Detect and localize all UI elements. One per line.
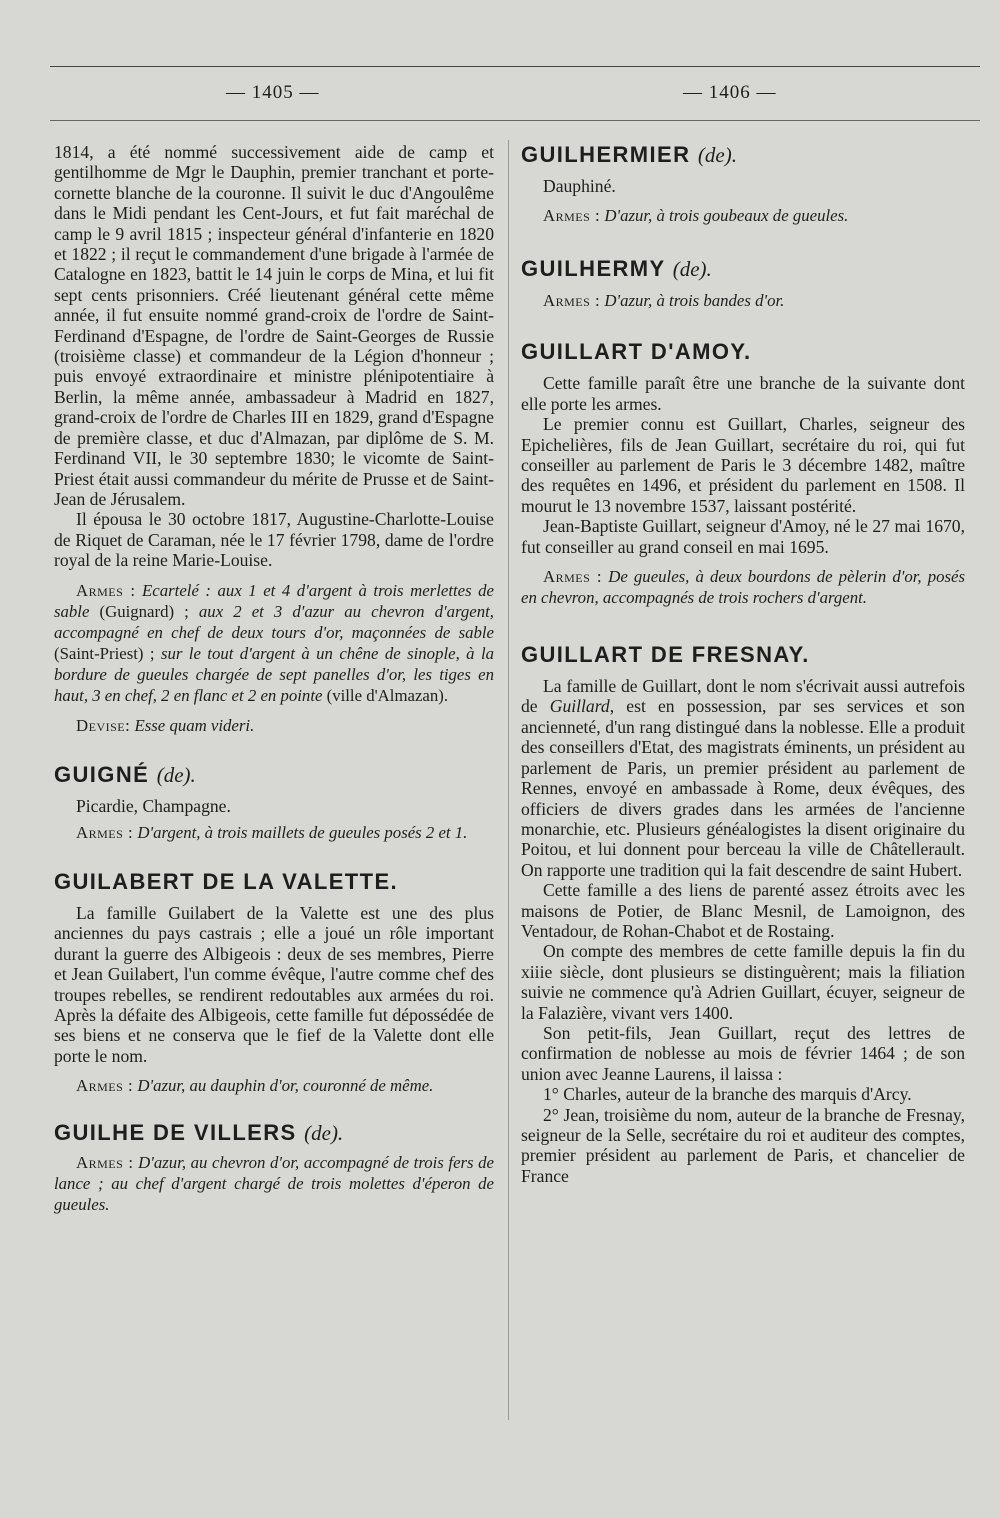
paragraph-amoy-3: Jean-Baptiste Guillart, seigneur d'Amoy, né le 27 mai 1670, fut conseiller au grand conseil en mai 1695. [521,516,965,557]
region-guilhermier: Dauphiné. [543,176,616,196]
paragraph-text: , est en possession, par ses services et son ancienneté, d'un rang distingué dans la noblesse. Elle a produit des conseillers d'Etat, des magistrats éminents, un président au parlement de Paris, un premier président au parlement de Rennes, envoyé en ambassade à Rome, deux évêques, des officiers de divers grades dans les armées de l'ancienne monarchie, etc. Plusieurs généalogistes la disent originaire du Poitou, et lui donnent pour berceau la ville de Châtellerault. On rapporte une tradition qui la fait descendre de saint Hubert. [521,696,965,880]
arms-text: De gueules, à deux bourdons de pèlerin d'or, posés en chevron, accompagnés de trois rochers d'argent. [521,567,965,608]
arms-text: sur le tout d'argent à un chêne de sinople, à la bordure de gueules chargée de sept panelles d'or, les tiges en haut, 3 en chef, 2 en flanc et 2 en pointe [54,643,495,705]
arms-text: D'azur, au dauphin d'or, couronné de même. [137,1076,434,1096]
heading-title: GUILHERMIER [521,142,691,167]
paragraph-fresnay-1 [521,676,965,880]
arms-guigne [54,822,494,843]
arms-text: (Guignard) ; [89,601,199,621]
arms-guilhe [54,1152,494,1215]
heading-title: GUIGNÉ [54,761,150,787]
arms-label: Armes : [76,1076,134,1096]
heading-title: GUILHERMY [521,256,666,282]
paragraph-fresnay-2: Cette famille a des liens de parenté assez étroits avec les maisons de Potier, de Blanc Mesnil, de Lamoignon, des Ventadour, de Rohan-Chabot et de Rostaing. [521,880,965,941]
arms-text: (ville d'Almazan). [322,685,449,705]
heading-guilabert: GUILABERT DE LA VALETTE. [54,868,399,894]
continuation-paragraph: 1814, a été nommé successivement aide de camp et gentilhomme de Mgr le Dauphin, premier tranchant et porte-cornette blanche de la couronne. Il suivit le duc d'Angoulême dans le Midi pendant les Cent-Jours, et fut fait maréchal de camp le 9 avril 1815 ; inspecteur général d'infanterie en 1820 et 1822 ; il reçut le commandement d'une brigade à l'armée de Catalogne en 1823, battit le 14 juin le corps de Mina, et lui fit sept cents prisonniers. Créé lieutenant général cette même année, il fut ensuite nommé grand-croix de l'ordre de Saint-Ferdinand d'Espagne, de l'ordre de Saint-Georges de Russie (troisième classe) et commandeur de la Légion d'honneur ; puis envoyé extraordinaire et ministre plénipotentiaire à Berlin, la même année, ambassadeur à Madrid en 1827, grand-croix de l'ordre de Charles III en 1829, grand d'Espagne de première classe, et duc d'Almazan, par diplôme de S. M. Ferdinand VII, le 30 septembre 1830; le vicomte de Saint-Priest était aussi commandeur du mérite de Prusse et de Saint-Jean de Jérusalem. [54,142,494,509]
heading-guigne [54,762,494,788]
paragraph-fresnay-4: Son petit-fils, Jean Guillart, reçut des lettres de confirmation de noblesse au mois de février 1464 ; de son union avec Jeanne Laurens, il laissa : [521,1022,965,1084]
arms-label: Armes : [543,206,601,226]
arms-label: Armes : [76,580,136,600]
arms-text: aux 2 et 3 d'azur au chevron d'argent, accompagné en chef de deux tours d'or, maçonnées de sable [54,601,494,642]
arms-text: D'argent, à trois maillets de gueules posés 2 et 1. [137,822,468,842]
arms-text: Ecartelé : aux 1 et 4 d'argent à trois merlettes de sable [54,580,495,621]
paragraph-amoy-2: Le premier connu est Guillart, Charles, seigneur des Epichelières, fils de Jean Guillart, secrétaire du roi, qui fut conseiller au parlement de Paris le 3 décembre 1482, maître des requêtes en 1496, et président du parlement en 1508. Il mourut le 13 novembre 1537, laissant postérité. [521,414,965,516]
heading-amoy: GUILLART D'AMOY. [521,339,752,365]
heading-title: GUILHE DE VILLERS [54,1120,297,1146]
arms-label: Armes : [543,291,601,311]
marriage-paragraph: Il épousa le 30 octobre 1817, Augustine-Charlotte-Louise de Riquet de Caraman, née le 17 février 1798, dame de l'ordre royal de la reine Marie-Louise. [54,509,494,571]
heading-guilhe [54,1120,494,1146]
paragraph-amoy-1: Cette famille paraît être une branche de la suivante dont elle porte les armes. [521,373,965,414]
top-rule [50,66,980,67]
heading-particle: (de). [672,257,712,282]
heading-particle: (de). [156,762,196,787]
devise-label: Devise: [76,715,131,735]
paragraph-guilabert: La famille Guilabert de la Valette est une des plus anciennes du pays castrais ; elle a joué un rôle important durant la guerre des Albigeois : deux de ses membres, Pierre et Jean Guilabert, l'un comme évêque, l'autre comme chef des troupes rebelles, se rendirent redoutables aux armées du roi. Après la défaite des Albigeois, cette famille fut dépossédée de ses biens et ne conserva que le fief de la Valette dont elle porte le nom. [54,902,494,1066]
heading-guilhermy [521,256,965,282]
right-column [521,142,965,1186]
arms-amoy [521,566,965,608]
arms-text: D'azur, à trois goubeaux de gueules. [604,206,849,226]
arms-saint-priest [54,580,494,706]
paragraph-fresnay-3: On compte des membres de cette famille depuis la fin du xiiie siècle, dont plusieurs se distinguèrent; mais la filiation suivie ne commence qu'à Adrien Guillart, écuyer, seigneur de la Falazière, vivant vers 1400. [521,941,965,1023]
heading-guilhermier [521,142,965,168]
arms-guilhermy [521,290,965,311]
arms-label: Armes : [76,1153,134,1173]
arms-text: (Saint-Priest) ; [54,643,161,663]
region-guigne: Picardie, Champagne. [76,795,231,816]
page-number-right: — 1406 — [683,82,777,103]
arms-text: D'azur, au chevron d'or, accompagné de trois fers de lance ; au chef d'argent chargé de trois molettes d'éperon de gueules. [54,1153,495,1215]
heading-particle: (de). [697,143,737,167]
devise [54,715,494,736]
left-column [54,142,494,1215]
arms-guilabert [54,1075,494,1096]
heading-particle: (de). [304,1121,344,1146]
paragraph-text: La famille de Guillart, dont le nom s'écrivait aussi autrefois de [521,676,965,717]
arms-label: Armes : [76,822,134,842]
arms-text: D'azur, à trois bandes d'or. [604,291,785,311]
paragraph-text: Guillard [549,696,610,717]
arms-guilhermier [521,205,965,226]
page-number-left: — 1405 — [226,82,320,103]
devise-text: Esse quam videri. [134,715,255,735]
heading-fresnay: GUILLART DE FRESNAY. [521,642,810,668]
column-divider [508,140,509,1420]
arms-label: Armes : [543,567,603,587]
paragraph-fresnay-6: 2° Jean, troisième du nom, auteur de la branche de Fresnay, seigneur de la Selle, secrétaire du roi et auditeur des comptes, premier président au parlement de Paris, et chancelier de France [521,1104,965,1186]
header-rule [50,120,980,121]
paragraph-fresnay-5: 1° Charles, auteur de la branche des marquis d'Arcy. [543,1084,912,1105]
